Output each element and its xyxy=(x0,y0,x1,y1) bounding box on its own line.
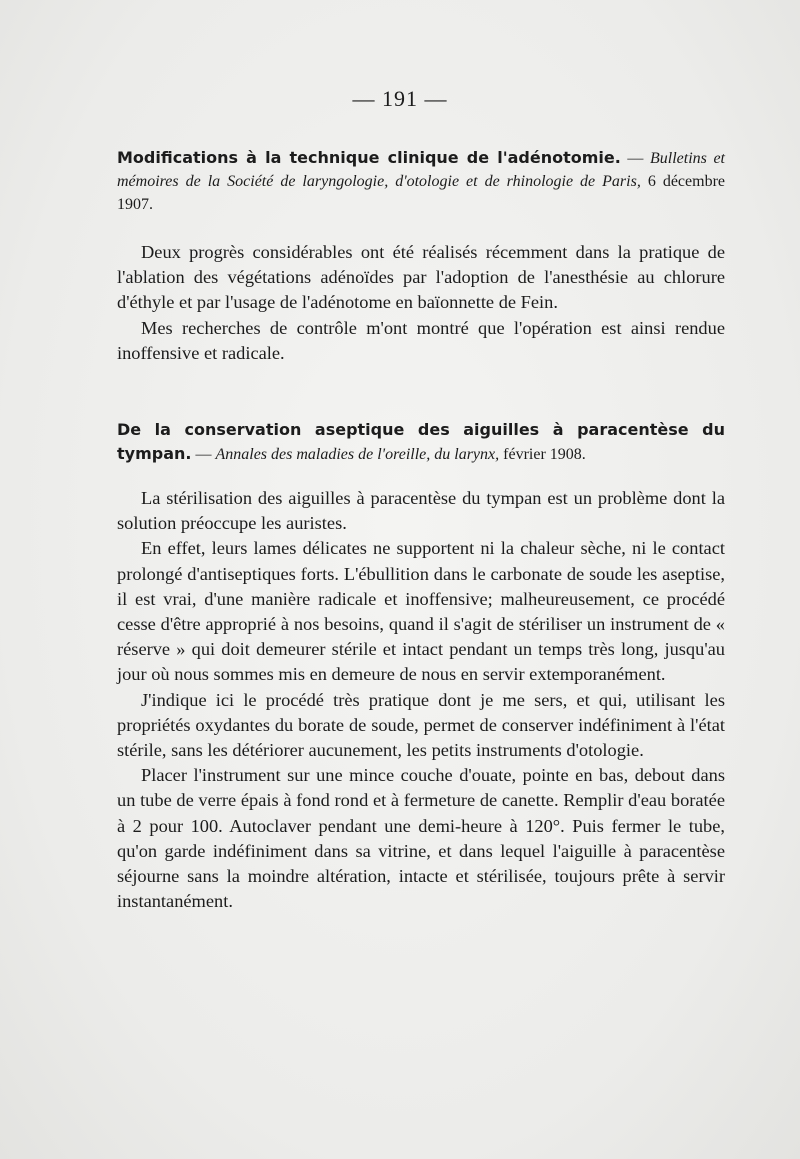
paragraph: J'indique ici le procédé très pratique dont je me sers, et qui, utilisant les propriétés oxydantes du borate de soude, permet de conserver indéfiniment à l'état stérile, sans les détériorer aucunement, les petits instruments d'otologie. xyxy=(117,689,725,761)
article-section-aiguilles xyxy=(117,418,725,914)
citation-dash: — xyxy=(191,446,216,463)
citation-dash: — xyxy=(620,150,650,167)
article-header xyxy=(117,146,725,216)
article-citation: Bulletins et mémoires de la Société de laryngologie, d'otologie et de rhinologie de Paris, xyxy=(117,150,726,190)
article-citation: Annales des maladies de l'oreille, du larynx, xyxy=(215,446,500,463)
page-number: — 191 — xyxy=(352,86,448,111)
paragraph: Mes recherches de contrôle m'ont montré que l'opération est ainsi rendue inoffensive et radicale. xyxy=(117,317,725,363)
article-date: 6 décembre 1907. xyxy=(117,173,726,213)
article-header xyxy=(117,418,725,466)
paragraph: Placer l'instrument sur une mince couche d'ouate, pointe en bas, debout dans un tube de verre épais à fond rond et à fermeture de canette. Remplir d'eau boratée à 2 pour 100. Autoclaver pendant une demi-heure à 120°. Puis fermer le tube, qu'on garde indéfiniment dans sa vitrine, et dans lequel l'aiguille à paracentèse séjourne sans la moindre altération, intacte et stérilisée, toujours prête à servir instantanément. xyxy=(117,765,725,912)
article-body xyxy=(117,240,725,366)
paragraph: La stérilisation des aiguilles à paracentèse du tympan est un problème dont la solution préoccupe les auristes. xyxy=(117,488,725,534)
article-section-adenotomie xyxy=(117,146,725,366)
article-body xyxy=(117,486,725,914)
article-date: février 1908. xyxy=(503,446,586,463)
paragraph: Deux progrès considérables ont été réalisés récemment dans la pratique de l'ablation des végétations adénoïdes par l'adoption de l'anesthésie au chlorure d'éthyle et par l'usage de l'adénotome en baïonnette de Fein. xyxy=(117,242,725,313)
paragraph: En effet, leurs lames délicates ne supportent ni la chaleur sèche, ni le contact prolongé d'antiseptiques forts. L'ébullition dans le carbonate de soude les aseptise, il est vrai, d'une manière radicale et inoffensive; malheureusement, ce procédé cesse d'être approprié à nos besoins, quand il s'agit de stériliser un instrument de « réserve » qui doit demeurer stérile et intact pendant un temps très long, jusqu'au jour où nous sommes mis en demeure de nous en servir extemporanément. xyxy=(117,538,725,685)
article-title: De la conservation aseptique des aiguilles à paracentèse du tympan. xyxy=(117,420,725,463)
article-title: Modifications à la technique clinique de l'adénotomie. xyxy=(117,148,621,167)
